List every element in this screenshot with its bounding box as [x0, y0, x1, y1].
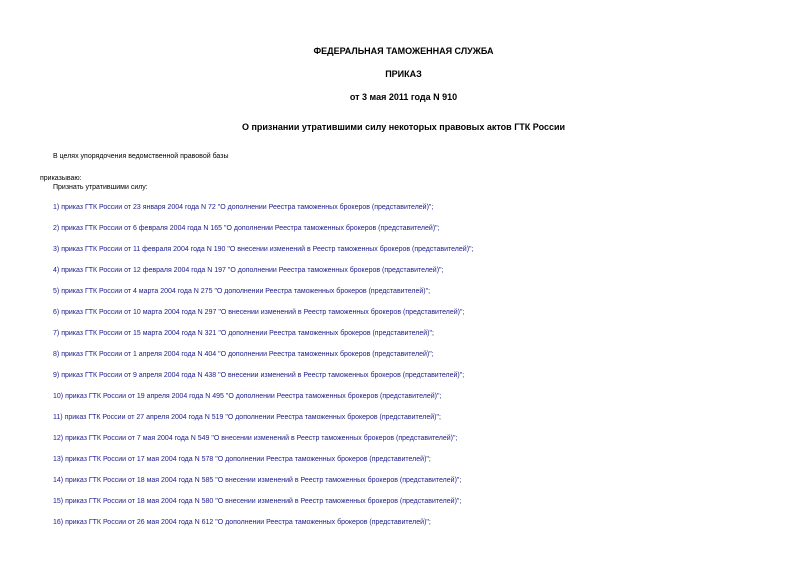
act-title: "О внесении изменений в Реестр таможенных брокеров (представителей)"; [227, 246, 474, 253]
act-title: "О внесении изменений в Реестр таможенных брокеров (представителей)"; [211, 435, 458, 442]
act-title: "О внесении изменений в Реестр таможенных брокеров (представителей)"; [218, 309, 465, 316]
list-item [53, 413, 473, 434]
act-title: "О внесении изменений в Реестр таможенных брокеров (представителей)"; [218, 372, 465, 379]
list-item-number: 3) [53, 246, 60, 253]
list-item-number: 14) [53, 477, 64, 484]
list-item-number: 1) [53, 204, 60, 211]
act-title: "О дополнении Реестра таможенных брокеров (представителей)"; [214, 288, 431, 295]
recognize-paragraph: Признать утратившими силу: [53, 184, 148, 191]
list-item-number: 11) [53, 414, 63, 421]
document-title: О признании утратившими силу некоторых правовых актов ГТК России [241, 122, 566, 132]
act-title: "О внесении изменений в Реестр таможенных брокеров (представителей)"; [215, 498, 462, 505]
list-item-number: 5) [53, 288, 60, 295]
act-title: "О дополнении Реестра таможенных брокеров (представителей)"; [227, 267, 444, 274]
list-item [53, 350, 473, 371]
list-item-number: 2) [53, 225, 60, 232]
act-link[interactable]: приказ ГТК России от 7 мая 2004 года N 549 [65, 435, 210, 442]
act-link[interactable]: приказ ГТК России от 10 марта 2004 года N 297 [61, 309, 217, 316]
act-title: "О дополнении Реестра таможенных брокеров (представителей)"; [225, 393, 442, 400]
list-item [53, 224, 473, 245]
list-item [53, 371, 473, 392]
list-item-number: 10) [53, 393, 64, 400]
act-link[interactable]: приказ ГТК России от 23 января 2004 года N 72 [61, 204, 216, 211]
list-item-number: 13) [53, 456, 64, 463]
act-link[interactable]: приказ ГТК России от 9 апреля 2004 года N 438 [61, 372, 217, 379]
act-title: "О дополнении Реестра таможенных брокеров (представителей)"; [224, 225, 440, 232]
act-title: "О дополнении Реестра таможенных брокеров (представителей)"; [215, 456, 431, 463]
list-item [53, 455, 473, 476]
list-item-number: 15) [53, 498, 64, 505]
list-item-number: 9) [53, 372, 60, 379]
act-title: "О дополнении Реестра таможенных брокеров (представителей)"; [218, 351, 434, 358]
act-link[interactable]: приказ ГТК России от 15 марта 2004 года N 321 [61, 330, 217, 337]
list-item-number: 4) [53, 267, 60, 274]
act-link[interactable]: приказ ГТК России от 6 февраля 2004 года N 165 [61, 225, 223, 232]
act-link[interactable]: приказ ГТК России от 12 февраля 2004 года N 197 [61, 267, 226, 274]
list-item [53, 518, 473, 539]
act-link[interactable]: приказ ГТК России от 18 мая 2004 года N 585 [65, 477, 214, 484]
list-item [53, 476, 473, 497]
list-item-number: 12) [53, 435, 64, 442]
list-item [53, 497, 473, 518]
list-item [53, 308, 473, 329]
list-item [53, 287, 473, 308]
document-type-heading: ПРИКАЗ [385, 69, 422, 79]
act-link[interactable]: приказ ГТК России от 17 мая 2004 года N 578 [65, 456, 214, 463]
list-item [53, 329, 473, 350]
act-link[interactable]: приказ ГТК России от 26 мая 2004 года N 612 [65, 519, 214, 526]
list-item [53, 434, 473, 455]
list-item [53, 266, 473, 287]
document-date-heading: от 3 мая 2011 года N 910 [349, 92, 458, 102]
act-title: "О дополнении Реестра таможенных брокеров (представителей)"; [225, 414, 441, 421]
act-link[interactable]: приказ ГТК России от 11 февраля 2004 года N 190 [61, 246, 226, 253]
act-title: "О дополнении Реестра таможенных брокеров (представителей)"; [215, 519, 431, 526]
list-item [53, 203, 473, 224]
act-link[interactable]: приказ ГТК России от 4 марта 2004 года N 275 [61, 288, 213, 295]
order-word: приказываю: [40, 175, 82, 182]
act-link[interactable]: приказ ГТК России от 1 апреля 2004 года N 404 [61, 351, 217, 358]
act-title: "О дополнении Реестра таможенных брокеров (представителей)"; [217, 204, 434, 211]
act-link[interactable]: приказ ГТК России от 27 апреля 2004 года N 519 [64, 414, 224, 421]
act-title: "О внесении изменений в Реестр таможенных брокеров (представителей)"; [215, 477, 462, 484]
list-item-number: 7) [53, 330, 60, 337]
act-title: "О дополнении Реестра таможенных брокеров (представителей)"; [218, 330, 434, 337]
act-link[interactable]: приказ ГТК России от 19 апреля 2004 года N 495 [65, 393, 224, 400]
intro-paragraph: В целях упорядочения ведомственной правовой базы [53, 153, 229, 160]
list-item-number: 6) [53, 309, 60, 316]
revoked-acts-list [53, 203, 473, 539]
list-item-number: 8) [53, 351, 60, 358]
agency-heading: ФЕДЕРАЛЬНАЯ ТАМОЖЕННАЯ СЛУЖБА [313, 46, 494, 56]
list-item [53, 245, 473, 266]
list-item-number: 16) [53, 519, 64, 526]
list-item [53, 392, 473, 413]
act-link[interactable]: приказ ГТК России от 18 мая 2004 года N 580 [65, 498, 214, 505]
